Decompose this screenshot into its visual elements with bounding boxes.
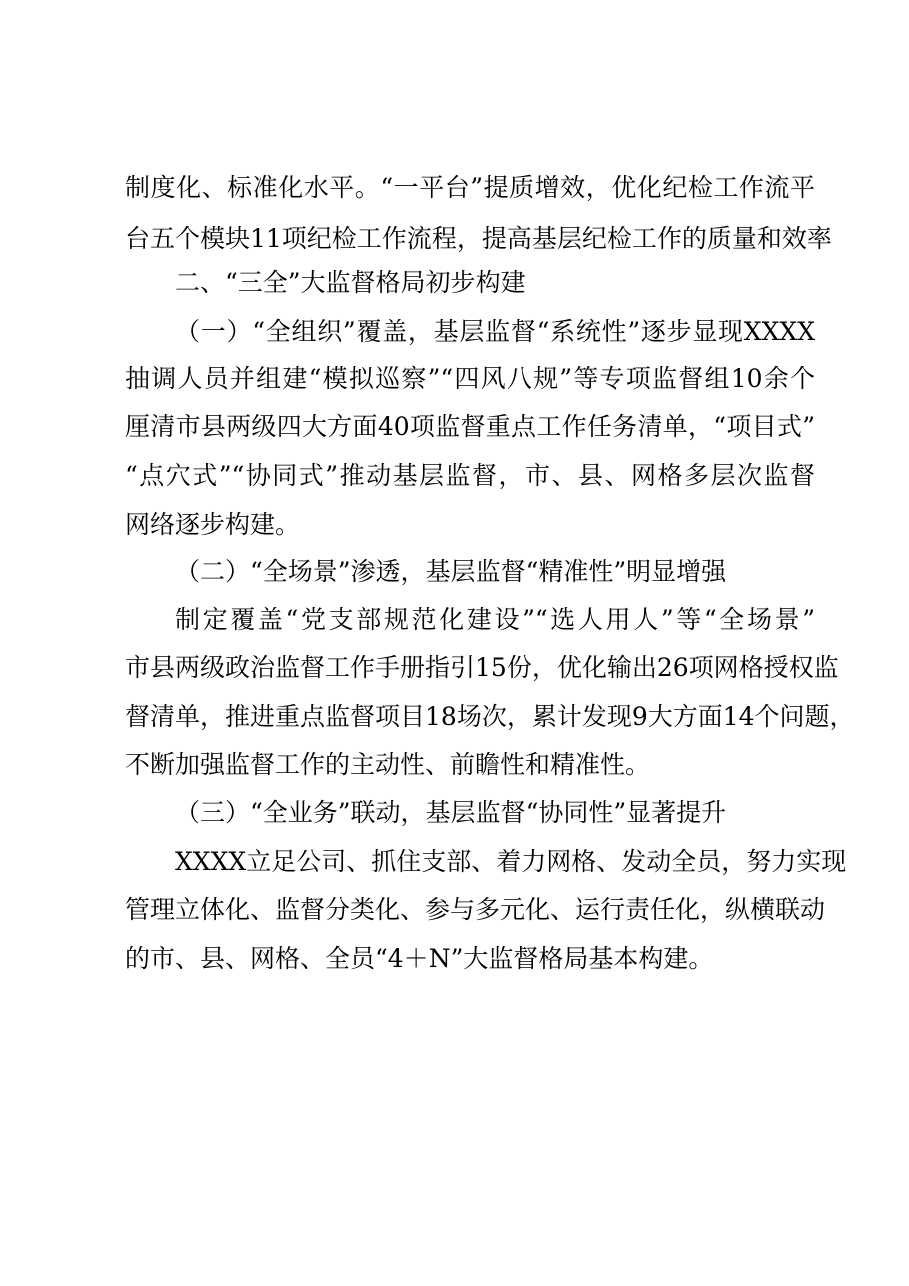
- paragraph-line: XXXX立足公司、抓住支部、着力网格、发动全员，努力实现: [175, 847, 847, 876]
- paragraph-line: 厘清市县两级四大方面40项监督重点工作任务清单，“项目式”: [125, 412, 815, 441]
- paragraph-line: 制度化、标准化水平。“一平台”提质增效，优化纪检工作流平: [125, 173, 815, 202]
- paragraph-line: 管理立体化、监督分类化、参与多元化、运行责任化，纵横联动: [125, 895, 826, 924]
- paragraph-line: “点穴式”“协同式”推动基层监督，市、县、网格多层次监督: [125, 461, 815, 490]
- paragraph-line: 市县两级政治监督工作手册指引15份，优化输出26项网格授权监: [125, 653, 839, 682]
- subsection-heading: （二）“全场景”渗透，基层监督“精准性”明显增强: [175, 557, 727, 586]
- paragraph-line: 台五个模块11项纪检工作流程，提高基层纪检工作的质量和效率: [125, 224, 832, 253]
- subsection-heading: （三）“全业务”联动，基层监督“协同性”显著提升: [175, 798, 727, 827]
- paragraph-line: 的市、县、网格、全员“4＋N”大监督格局基本构建。: [125, 944, 714, 973]
- paragraph-line: 抽调人员并组建“模拟巡察”“四风八规”等专项监督组10余个: [125, 364, 815, 393]
- paragraph-line: 制定覆盖“党支部规范化建设”“选人用人”等“全场景”: [175, 605, 815, 634]
- subsection-heading: （一）“全组织”覆盖，基层监督“系统性”逐步显现XXXX: [175, 317, 815, 346]
- section-heading: 二、“三全”大监督格局初步构建: [175, 268, 526, 297]
- paragraph-line: 督清单，推进重点监督项目18场次，累计发现9大方面14个问题，: [125, 702, 855, 731]
- paragraph-line: 网络逐步构建。: [125, 510, 301, 539]
- paragraph-line: 不断加强监督工作的主动性、前瞻性和精准性。: [125, 750, 651, 779]
